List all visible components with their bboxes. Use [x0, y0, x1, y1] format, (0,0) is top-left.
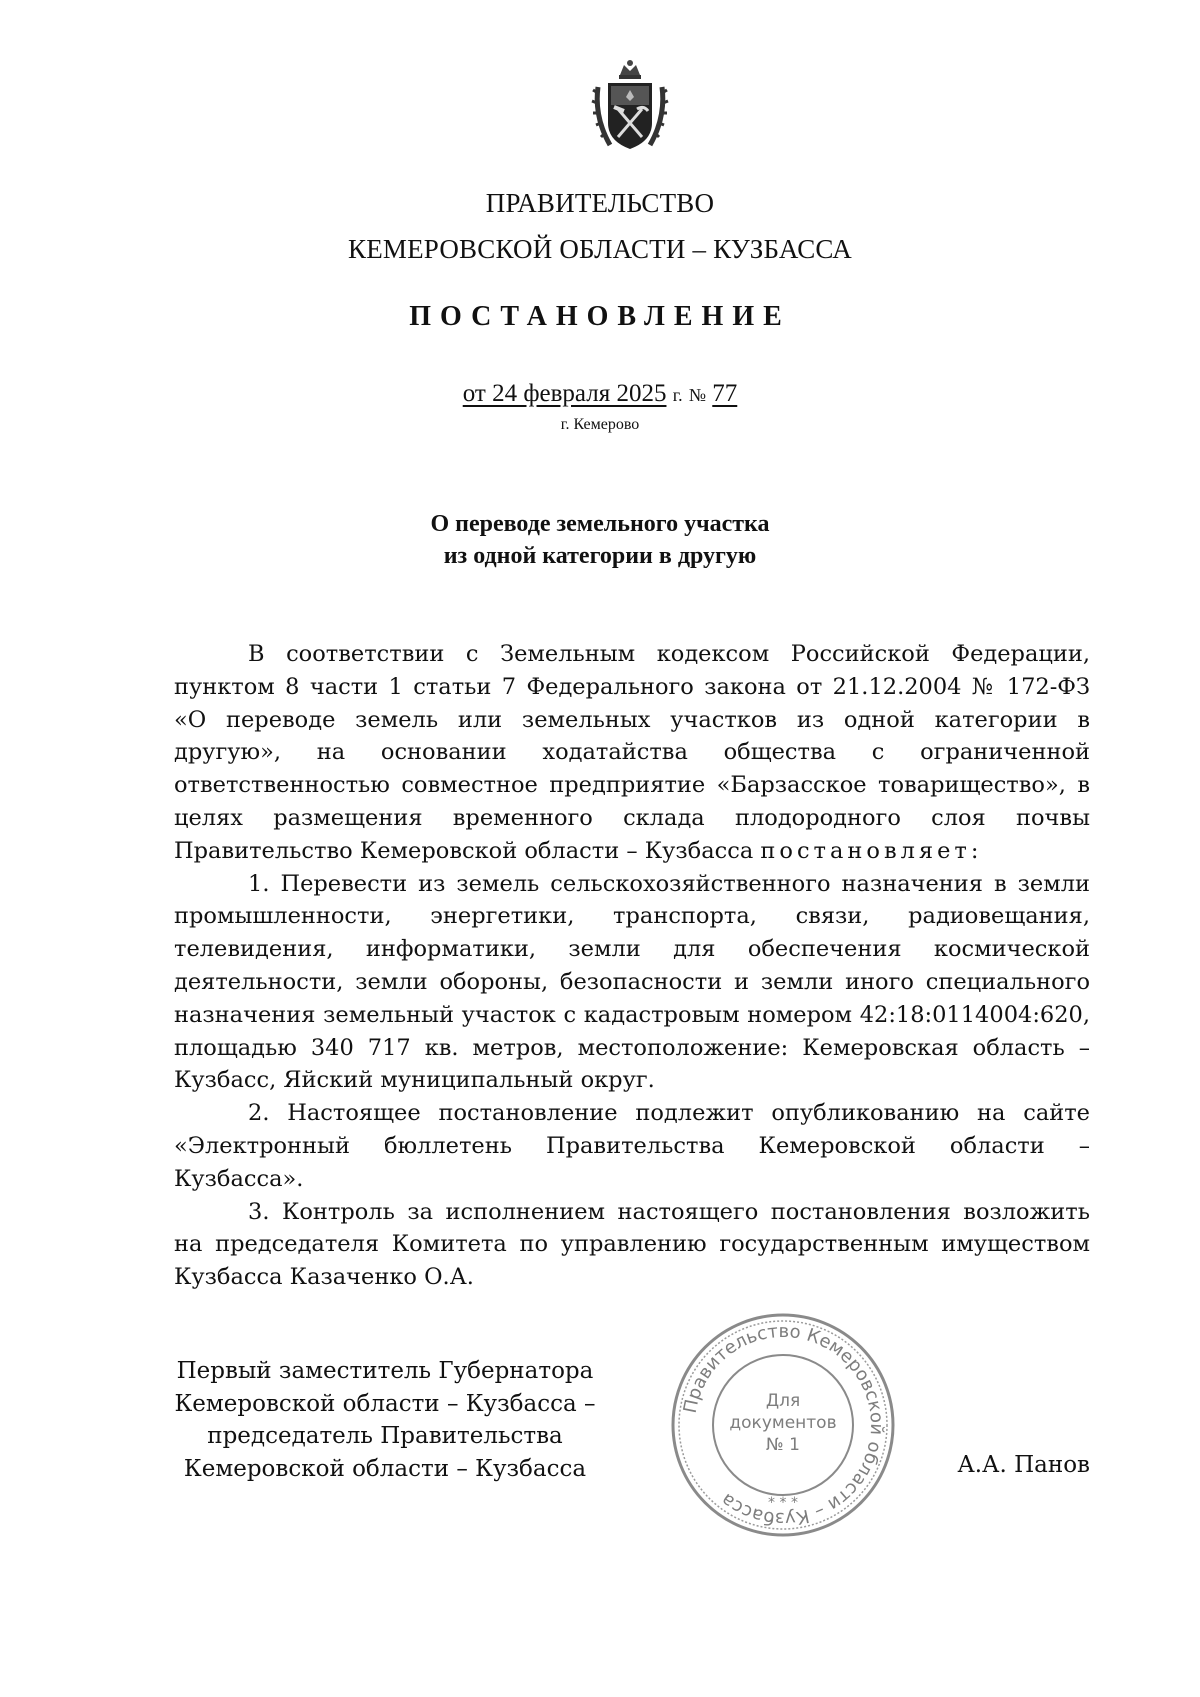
date-number-line: [0, 380, 1200, 408]
document-type: ПОСТАНОВЛЕНИЕ: [409, 301, 791, 332]
seal-stars: * * *: [768, 1495, 798, 1511]
seal-center-line-3: № 1: [766, 1435, 800, 1455]
document-number: 77: [712, 380, 738, 407]
organization-name-line-1: ПРАВИТЕЛЬСТВО: [485, 188, 715, 218]
preamble-paragraph: [174, 638, 1090, 868]
official-seal-stamp: [668, 1310, 898, 1540]
item-2-paragraph: 2. Настоящее постановление подлежит опубликованию на сайте «Электронный бюллетень Правительства Кемеровской области – Кузбасса».: [174, 1100, 1090, 1192]
signatory-line-4: Кемеровской области – Кузбасса: [183, 1455, 587, 1482]
signatory-line-3: председатель Правительства: [207, 1423, 563, 1449]
coat-of-arms-emblem: [590, 57, 670, 157]
number-label: №: [688, 385, 707, 405]
signatory-name: А.А. Панов: [957, 1452, 1090, 1478]
resolves-word: постановляет:: [760, 837, 983, 864]
organization-name-line-2: КЕМЕРОВСКОЙ ОБЛАСТИ – КУЗБАССА: [348, 234, 852, 264]
seal-center-line-2: документов: [729, 1413, 837, 1433]
item-3-paragraph: 3. Контроль за исполнением настоящего постановления возложить на председателя Комитета по управлению государственным имуществом Кузбасса Казаченко О.А.: [174, 1198, 1090, 1291]
signatory-line-2: Кемеровской области – Кузбасса –: [174, 1390, 596, 1417]
seal-ring-text: Правительство Кемеровской области – Кузбасса: [679, 1320, 888, 1530]
signatory-position: [150, 1355, 620, 1485]
signatory-line-1: Первый заместитель Губернатора: [176, 1358, 594, 1384]
item-1-paragraph: 1. Перевести из земель сельскохозяйственного назначения в земли промышленности, энергетики, транспорта, связи, радиовещания, телевидения, информатики, земли для обеспечения космической деятельности, земли обороны, безопасности и земли иного специального назначения земельный участок с кадастровым номером 42:18:0114004:620, площадью 340 717 кв. метров, местоположение: Кемеровская область – Кузбасс, Яйский муниципальный округ.: [174, 870, 1090, 1094]
seal-center-line-1: Для: [765, 1391, 801, 1411]
preamble-text: В соответствии с Земельным кодексом Российской Федерации, пунктом 8 части 1 статьи 7 Федерального закона от 21.12.2004 № 172-ФЗ «О переводе земель или земельных участков из одной категории в другую», на основании ходатайства общества с ограниченной ответственностью совместное предприятие «Барзасское товарищество», в целях размещения временного склада плодородного слоя почвы Правительство Кемеровской области – Кузбасса: [174, 641, 1090, 864]
document-title-line-2: из одной категории в другую: [443, 543, 757, 569]
document-body: [174, 638, 1090, 1294]
document-title-line-1: О переводе земельного участка: [430, 511, 770, 537]
year-suffix: г.: [672, 385, 683, 405]
document-city: г. Кемерово: [560, 416, 640, 433]
document-date: от 24 февраля 2025: [462, 380, 667, 407]
